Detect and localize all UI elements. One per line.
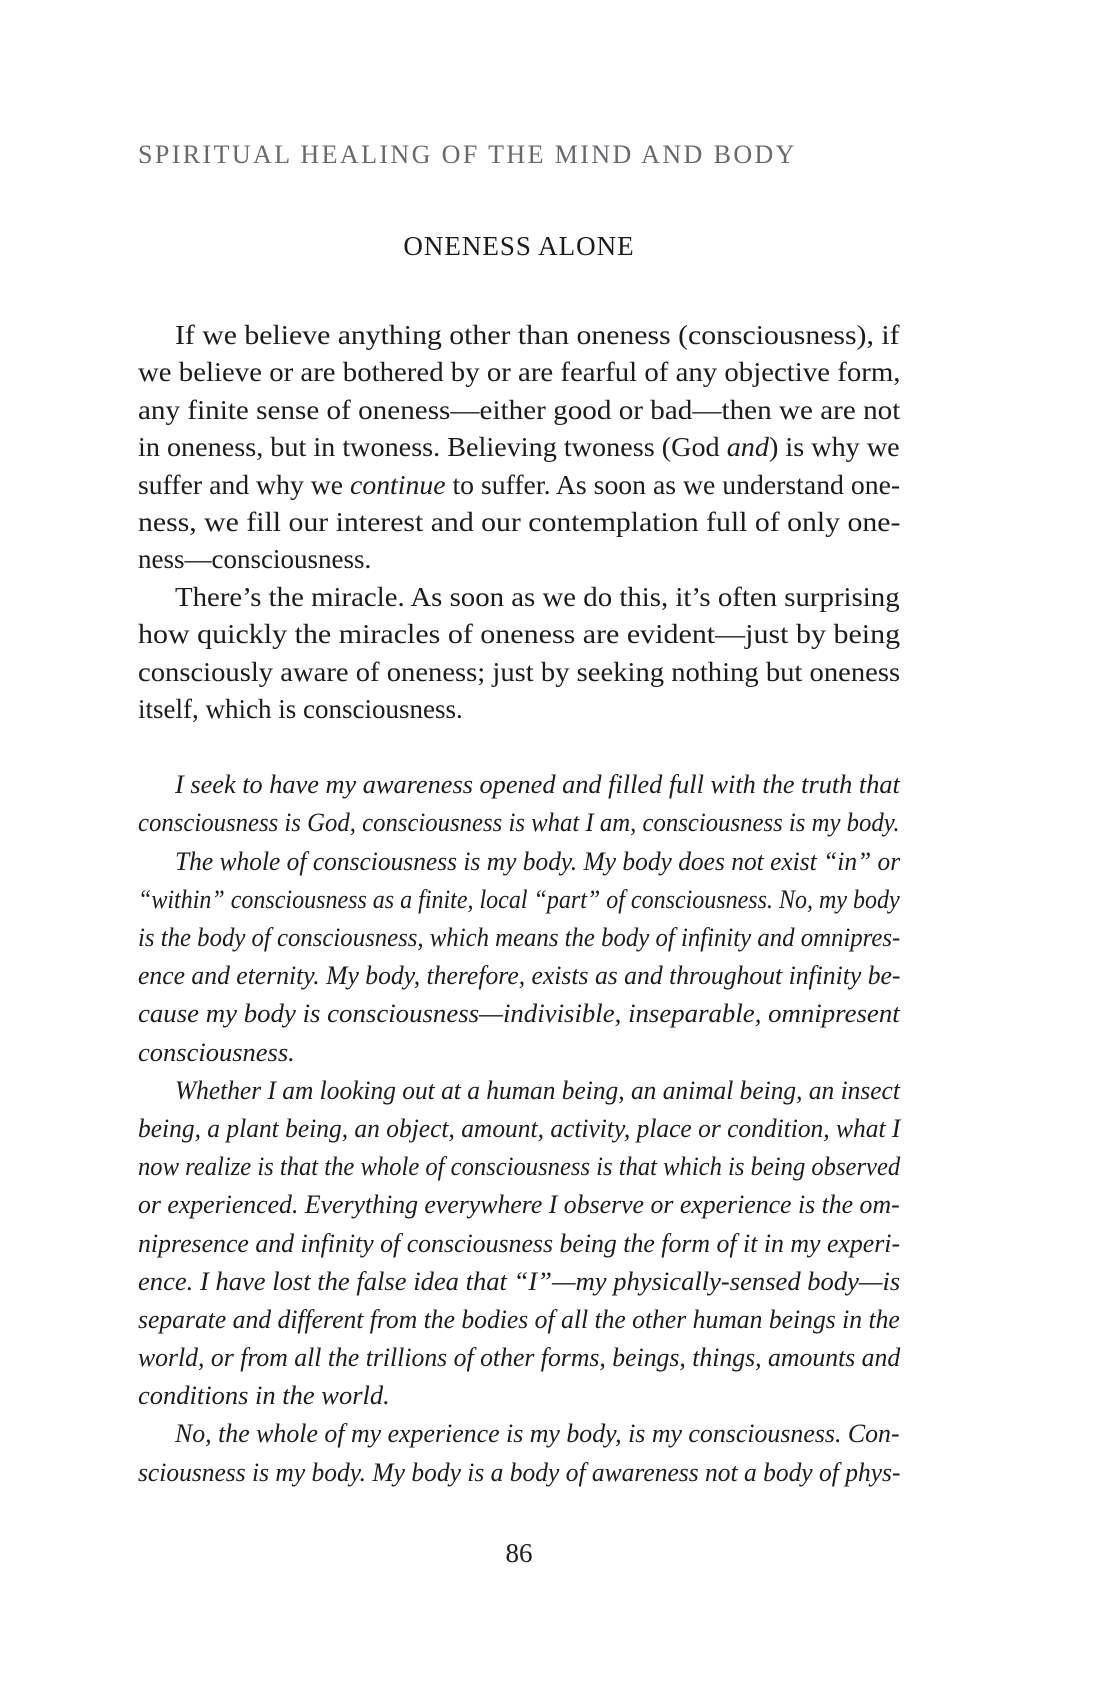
text-line: separate and different from the bodies of all the other human beings in the [138,1303,900,1334]
paragraph [138,317,900,579]
text-line: nipresence and infinity of consciousness being the form of it in my experi- [138,1227,901,1258]
text-line: or experienced. Everything everywhere I observe or experience is the om- [138,1189,900,1220]
text-line: No, the whole of my experience is my body, is my consciousness. Con- [175,1418,900,1449]
text-line: ence and eternity. My body, therefore, exists as and throughout infinity be- [138,960,901,991]
text-line: cause my body is consciousness—indivisible, inseparable, omnipresent [138,998,900,1029]
text-line: conditions in the world. [138,1380,390,1411]
text-line: “within” consciousness as a finite, local “part” of consciousness. No, my body [138,883,900,914]
text-line: There’s the miracle. As soon as we do this, it’s often surprising [175,581,900,612]
page-number: 86 [505,1538,533,1568]
text-line: world, or from all the trillions of other forms, beings, things, amounts and [138,1342,901,1373]
text-line: I seek to have my awareness opened and filled full with the truth that [175,769,900,800]
text-line: any finite sense of oneness—either good or bad—then we are not [138,394,901,425]
text-line: itself, which is consciousness. [138,693,463,724]
text-line: ness, we fill our interest and our contemplation full of only one- [138,506,901,537]
paragraph [138,765,900,841]
text-line: ence. I have lost the false idea that “I”—my physically-sensed body—is [138,1265,901,1296]
text-line: consciousness. [138,1036,295,1067]
text-line: consciousness is God, consciousness is what I am, consciousness is my body. [138,807,900,838]
page-body [138,317,900,1491]
text-line: being, a plant being, an object, amount, activity, place or condition, what I [138,1112,901,1143]
text-line: is the body of consciousness, which means the body of infinity and omnipres- [138,922,901,953]
text-line: ness—consciousness. [138,544,372,575]
text-line: suffer and why we continue to suffer. As soon as we understand one- [138,469,901,500]
text-line: now realize is that the whole of consciousness is that which is being observed [138,1151,901,1182]
paragraph [138,1071,900,1415]
text-line: consciously aware of oneness; just by seeking nothing but oneness [138,656,901,687]
text-line: Whether I am looking out at a human being, an animal being, an insect [175,1074,900,1105]
text-line: sciousness is my body. My body is a body of awareness not a body of phys- [138,1456,901,1487]
text-line: The whole of consciousness is my body. My body does not exist “in” or [175,845,901,876]
running-header: SPIRITUAL HEALING OF THE MIND AND BODY [138,140,797,169]
paragraph [138,579,900,729]
section-title: ONENESS ALONE [403,231,635,261]
text-line: we believe or are bothered by or are fearful of any objective form, [138,357,901,388]
text-line: how quickly the miracles of oneness are evident—just by being [138,619,901,650]
text-line: If we believe anything other than oneness (consciousness), if [175,320,900,350]
paragraph [138,1414,900,1490]
paragraph [138,842,900,1071]
text-line: in oneness, but in twoness. Believing twoness (God and) is why we [138,432,900,463]
